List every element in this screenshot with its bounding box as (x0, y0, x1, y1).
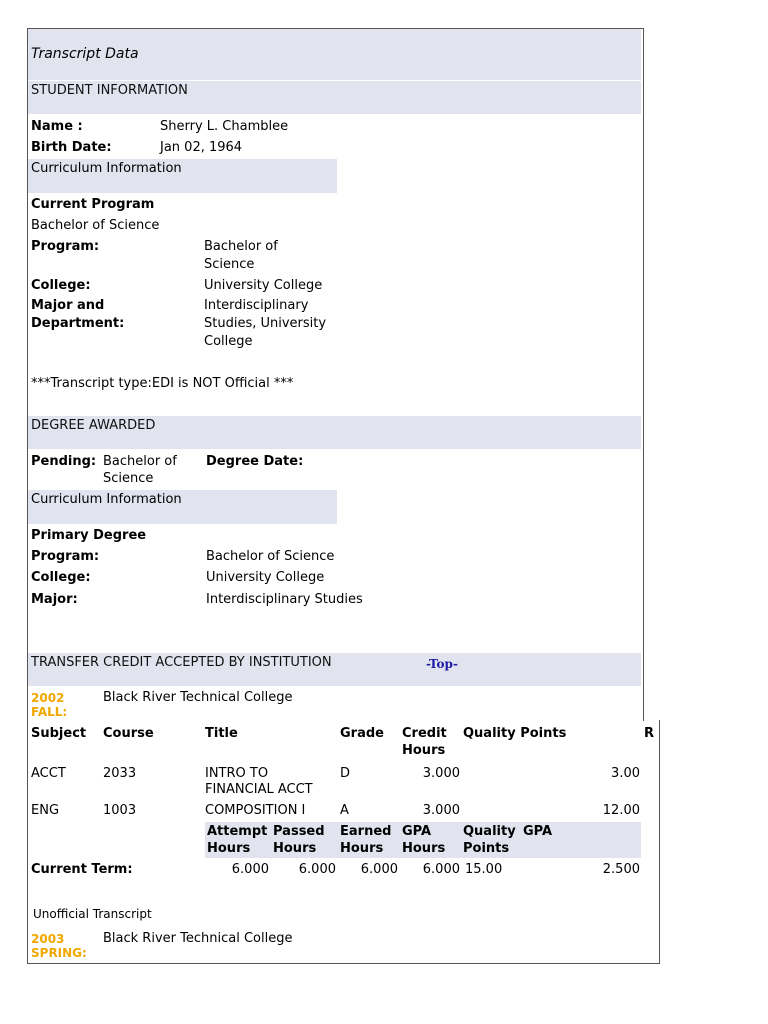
col-credit-line1: Credit (402, 726, 447, 741)
current-program-label: Current Program (31, 197, 155, 212)
current-earned-hours: 6.000 (360, 862, 398, 877)
col-quality-points: Quality Points (463, 726, 567, 741)
name-label: Name : (31, 119, 83, 134)
degree-curriculum-heading: Curriculum Information (31, 492, 182, 507)
page-title: Transcript Data (31, 46, 139, 62)
current-term-label: Current Term: (31, 862, 133, 877)
major-label-line2: Department: (31, 316, 125, 331)
major-value-line1: Interdisciplinary (204, 298, 309, 313)
term1-season: FALL: (31, 705, 68, 719)
degree-heading: DEGREE AWARDED (31, 418, 156, 433)
primary-degree-label: Primary Degree (31, 528, 147, 543)
top-link[interactable]: -Top- (426, 657, 458, 671)
degree-college-value: University College (206, 570, 325, 585)
major-label-line1: Major and (31, 298, 105, 313)
college-value: University College (204, 278, 323, 293)
degree-major-label: Major: (31, 592, 78, 607)
row1-credit: 3.000 (422, 766, 460, 781)
row1-quality-points: 3.00 (611, 766, 640, 781)
current-gpa: 2.500 (602, 862, 640, 877)
college-label: College: (31, 278, 91, 293)
sum-passed-line1: Passed (273, 824, 325, 839)
program-value-line2: Science (204, 257, 255, 272)
col-r: R (644, 726, 655, 741)
row2-subject: ENG (31, 803, 60, 818)
student-name: Sherry L. Chamblee (160, 119, 289, 134)
row2-quality-points: 12.00 (602, 803, 640, 818)
program-value-line1: Bachelor of (204, 239, 278, 254)
major-value-line2: Studies, University (204, 316, 327, 331)
row1-grade: D (340, 766, 351, 781)
col-grade: Grade (340, 726, 384, 741)
program-label: Program: (31, 239, 100, 254)
term2-year: 2003 (31, 932, 65, 946)
sum-attempt-line1: Attempt (207, 824, 268, 839)
sum-gpa-hours-line1: GPA (402, 824, 432, 839)
sum-gpa-hours-line2: Hours (402, 841, 446, 856)
row2-course: 1003 (103, 803, 137, 818)
birth-date: Jan 02, 1964 (160, 140, 243, 155)
degree-date-label: Degree Date: (206, 454, 304, 469)
major-value-line3: College (204, 334, 253, 349)
birth-date-label: Birth Date: (31, 140, 112, 155)
row2-grade: A (340, 803, 349, 818)
sum-attempt-line2: Hours (207, 841, 251, 856)
row1-course: 2033 (103, 766, 137, 781)
pending-value-line2: Science (103, 471, 154, 486)
sum-quality-line1: Quality (463, 824, 516, 839)
row2-credit: 3.000 (422, 803, 460, 818)
current-quality-points: 15.00 (465, 862, 503, 877)
current-attempt-hours: 6.000 (231, 862, 269, 877)
sum-quality-line2: Points (463, 841, 510, 856)
row2-title: COMPOSITION I (205, 803, 306, 818)
current-program: Bachelor of Science (31, 218, 160, 233)
transfer-heading: TRANSFER CREDIT ACCEPTED BY INSTITUTION (31, 655, 332, 670)
current-passed-hours: 6.000 (298, 862, 336, 877)
col-credit-line2: Hours (402, 743, 446, 758)
pending-label: Pending: (31, 454, 97, 469)
col-subject: Subject (31, 726, 87, 741)
degree-program-label: Program: (31, 549, 100, 564)
term1-school: Black River Technical College (103, 690, 293, 705)
row1-title-line1: INTRO TO (205, 766, 269, 781)
student-info-heading: STUDENT INFORMATION (31, 83, 188, 98)
sum-earned-line1: Earned (340, 824, 392, 839)
col-course: Course (103, 726, 154, 741)
sum-passed-line2: Hours (273, 841, 317, 856)
col-title: Title (205, 726, 238, 741)
current-gpa-hours: 6.000 (422, 862, 460, 877)
term2-season: SPRING: (31, 946, 87, 960)
unofficial-transcript-note: Unofficial Transcript (33, 907, 152, 921)
transcript-frame (27, 28, 644, 721)
row1-title-line2: FINANCIAL ACCT (205, 782, 313, 797)
degree-program-value: Bachelor of Science (206, 549, 335, 564)
term1-year: 2002 (31, 691, 65, 705)
curriculum-heading: Curriculum Information (31, 161, 182, 176)
row1-subject: ACCT (31, 766, 66, 781)
transcript-type-note: ***Transcript type:EDI is NOT Official *** (31, 376, 294, 391)
degree-college-label: College: (31, 570, 91, 585)
pending-value-line1: Bachelor of (103, 454, 177, 469)
degree-major-value: Interdisciplinary Studies (206, 592, 363, 607)
term2-school: Black River Technical College (103, 931, 293, 946)
sum-earned-line2: Hours (340, 841, 384, 856)
sum-gpa: GPA (523, 824, 553, 839)
